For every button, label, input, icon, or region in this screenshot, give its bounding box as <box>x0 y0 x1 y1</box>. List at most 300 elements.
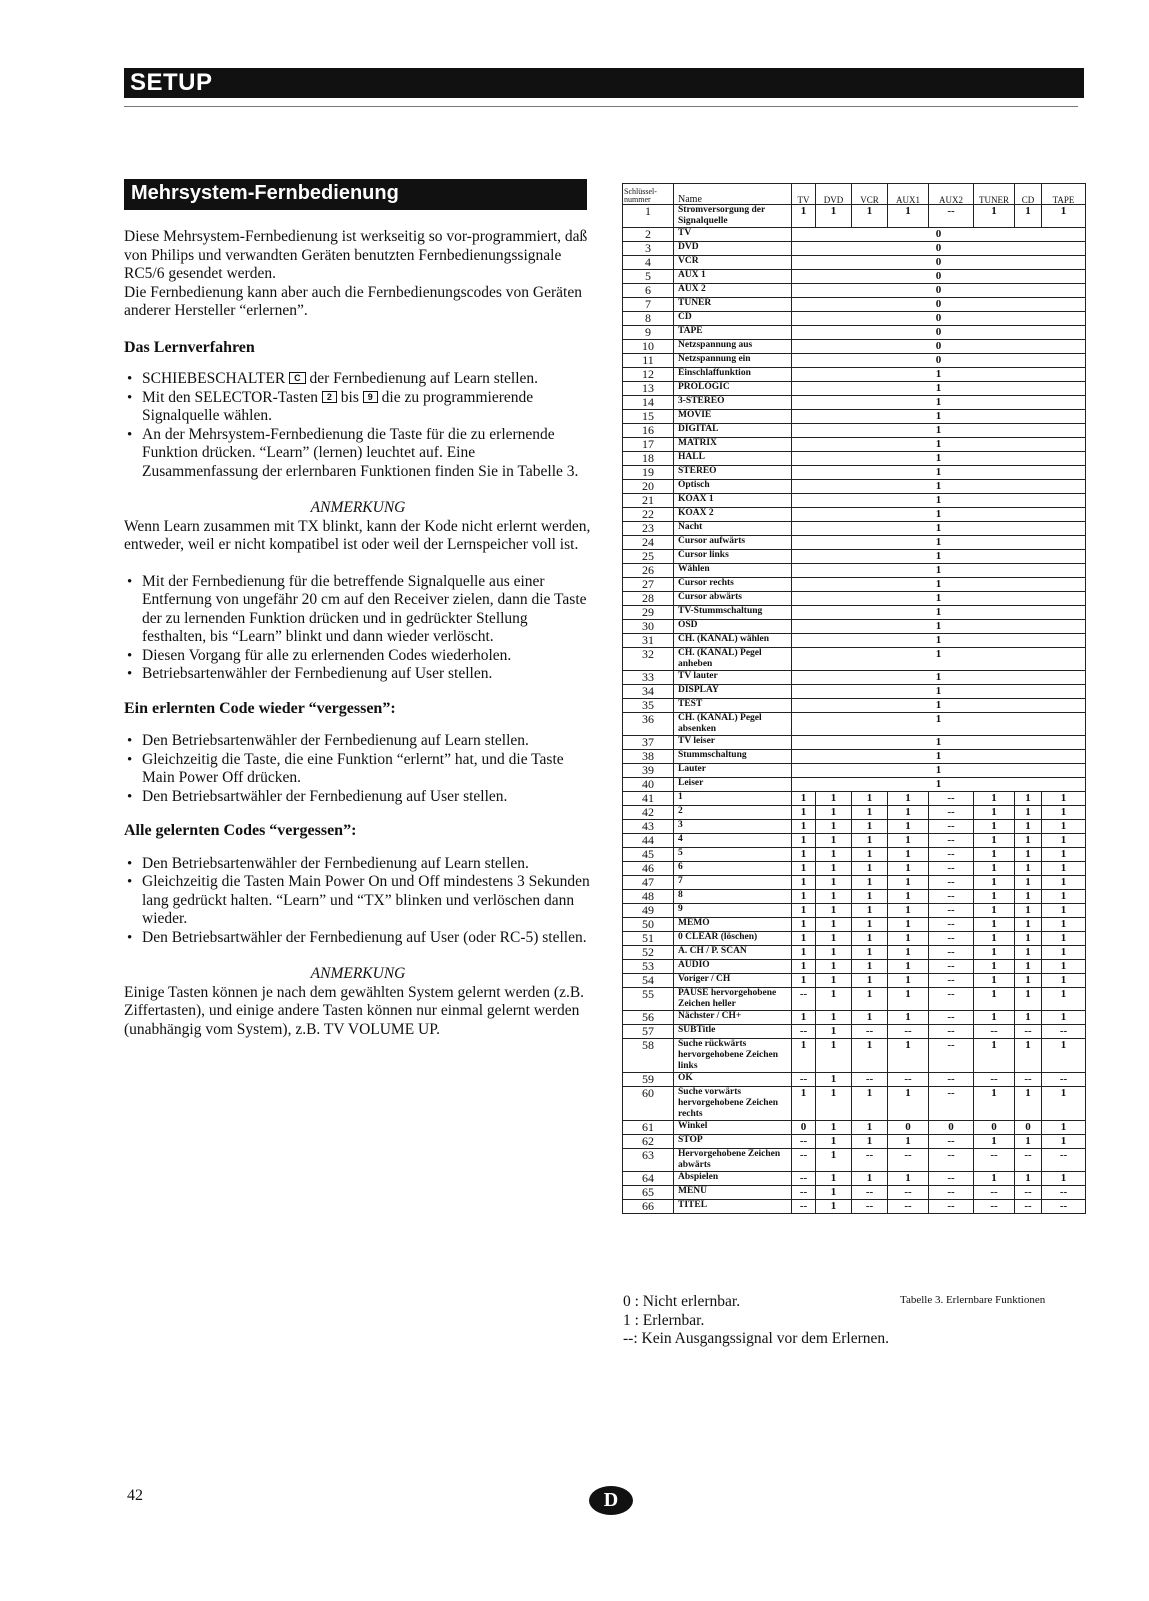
table-row <box>623 205 1086 228</box>
function-name-cell: MOVIE <box>674 410 792 424</box>
source-value-cell: -- <box>888 1025 929 1039</box>
all-sources-value-cell: 1 <box>792 466 1086 480</box>
source-value-cell: 1 <box>974 890 1015 904</box>
table-row <box>623 480 1086 494</box>
list-item: • Den Betriebsartwähler der Fernbedienung auf User stellen. <box>124 788 592 807</box>
function-name-cell: Cursor abwärts <box>674 592 792 606</box>
function-name-cell: STEREO <box>674 466 792 480</box>
source-value-cell: 1 <box>852 1087 888 1121</box>
all-sources-value-cell: 0 <box>792 312 1086 326</box>
source-value-cell: 1 <box>816 848 852 862</box>
all-sources-value-cell: 1 <box>792 699 1086 713</box>
source-value-cell: -- <box>974 1025 1015 1039</box>
legend-item: 1 : Erlernbar. <box>623 1311 705 1329</box>
source-value-cell: 1 <box>852 1011 888 1025</box>
function-name-cell: KOAX 1 <box>674 494 792 508</box>
source-value-cell: 1 <box>1042 792 1086 806</box>
function-name-cell: 1 <box>674 792 792 806</box>
table-header-cell: TV <box>792 184 816 205</box>
source-value-cell: -- <box>792 1135 816 1149</box>
key-number-cell: 48 <box>623 890 674 904</box>
function-name-cell: A. CH / P. SCAN <box>674 946 792 960</box>
key-number-cell: 33 <box>623 671 674 685</box>
list-item-text: SCHIEBESCHALTER <box>142 370 290 387</box>
source-value-cell: 1 <box>816 1172 852 1186</box>
table-row <box>623 606 1086 620</box>
table-header-cell: DVD <box>816 184 852 205</box>
all-sources-value-cell: 1 <box>792 671 1086 685</box>
table-row <box>623 862 1086 876</box>
source-value-cell: 1 <box>888 848 929 862</box>
source-value-cell: -- <box>929 1149 974 1172</box>
all-sources-value-cell: 0 <box>792 284 1086 298</box>
table-header-cell: Name <box>674 184 792 205</box>
source-value-cell: -- <box>929 862 974 876</box>
function-name-cell: Hervorgehobene Zeichen abwärts <box>674 1149 792 1172</box>
table-row <box>623 1087 1086 1121</box>
key-number-cell: 30 <box>623 620 674 634</box>
all-sources-value-cell: 1 <box>792 550 1086 564</box>
key-number-cell: 8 <box>623 312 674 326</box>
source-value-cell: -- <box>929 960 974 974</box>
source-value-cell: 1 <box>852 1121 888 1135</box>
source-value-cell: 1 <box>1015 792 1042 806</box>
source-value-cell: 1 <box>852 1039 888 1073</box>
table-row <box>623 550 1086 564</box>
function-name-cell: TV lauter <box>674 671 792 685</box>
source-value-cell: 1 <box>1042 988 1086 1011</box>
source-value-cell: 1 <box>816 806 852 820</box>
source-value-cell: 1 <box>792 932 816 946</box>
function-name-cell: Voriger / CH <box>674 974 792 988</box>
source-value-cell: 1 <box>974 806 1015 820</box>
source-value-cell: 1 <box>852 932 888 946</box>
source-value-cell: 1 <box>852 960 888 974</box>
table-row <box>623 536 1086 550</box>
source-value-cell: 1 <box>816 1025 852 1039</box>
all-sources-value-cell: 1 <box>792 494 1086 508</box>
source-value-cell: 1 <box>816 1039 852 1073</box>
source-value-cell: 1 <box>852 876 888 890</box>
table-row <box>623 1073 1086 1087</box>
function-name-cell: KOAX 2 <box>674 508 792 522</box>
source-value-cell: 1 <box>974 1172 1015 1186</box>
all-sources-value-cell: 1 <box>792 778 1086 792</box>
source-value-cell: -- <box>974 1186 1015 1200</box>
list-item: • Betriebsartenwähler der Fernbedienung auf User stellen. <box>124 665 592 684</box>
source-value-cell: -- <box>929 876 974 890</box>
source-value-cell: 1 <box>888 834 929 848</box>
table-row <box>623 685 1086 699</box>
source-value-cell: 0 <box>929 1121 974 1135</box>
source-value-cell: 1 <box>1042 904 1086 918</box>
source-value-cell: 1 <box>1042 862 1086 876</box>
source-value-cell: -- <box>888 1186 929 1200</box>
intro-paragraph-2: Die Fernbedienung kann aber auch die Fernbedienungscodes von Geräten anderer Hersteller “erlernen”. <box>124 283 582 319</box>
key-number-cell: 56 <box>623 1011 674 1025</box>
note-text: Einige Tasten können je nach dem gewählten System gelernt werden (z.B. Ziffertasten), und einige andere Tasten können nur einmal gelernt werden (unabhängig vom System), z.B. TV VOLUME UP. <box>124 983 585 1038</box>
function-name-cell: CH. (KANAL) wählen <box>674 634 792 648</box>
table-row <box>623 620 1086 634</box>
table-row <box>623 256 1086 270</box>
function-name-cell: Leiser <box>674 778 792 792</box>
table-row <box>623 1186 1086 1200</box>
source-value-cell: 1 <box>974 960 1015 974</box>
source-value-cell: 1 <box>792 1039 816 1073</box>
source-value-cell: -- <box>1015 1073 1042 1087</box>
key-number-cell: 53 <box>623 960 674 974</box>
source-value-cell: 1 <box>816 918 852 932</box>
source-value-cell: 1 <box>816 1149 852 1172</box>
source-value-cell: 1 <box>1015 834 1042 848</box>
all-sources-value-cell: 1 <box>792 606 1086 620</box>
table-row <box>623 508 1086 522</box>
table-row <box>623 1121 1086 1135</box>
function-name-cell: 3-STEREO <box>674 396 792 410</box>
all-sources-value-cell: 0 <box>792 354 1086 368</box>
key-number-cell: 28 <box>623 592 674 606</box>
source-value-cell: 1 <box>852 834 888 848</box>
key-number-cell: 6 <box>623 284 674 298</box>
key-number-cell: 9 <box>623 326 674 340</box>
source-value-cell: 1 <box>816 1073 852 1087</box>
key-number-cell: 57 <box>623 1025 674 1039</box>
source-value-cell: -- <box>792 1149 816 1172</box>
function-name-cell: 0 CLEAR (löschen) <box>674 932 792 946</box>
source-value-cell: 1 <box>1015 820 1042 834</box>
function-name-cell: 9 <box>674 904 792 918</box>
source-value-cell: 1 <box>1015 848 1042 862</box>
header-divider <box>124 106 1078 107</box>
source-value-cell: 1 <box>816 1135 852 1149</box>
source-value-cell: 1 <box>974 988 1015 1011</box>
list-item: • Den Betriebsartwähler der Fernbedienung auf User (oder RC-5) stellen. <box>124 929 592 948</box>
source-value-cell: 1 <box>1015 932 1042 946</box>
source-value-cell: 1 <box>1015 1135 1042 1149</box>
source-value-cell: 1 <box>816 862 852 876</box>
selector-2-key-icon: 2 <box>322 391 337 403</box>
table-row <box>623 932 1086 946</box>
key-number-cell: 43 <box>623 820 674 834</box>
list-item: • Den Betriebsartenwähler der Fernbedienung auf Learn stellen. <box>124 855 592 874</box>
forget-one-steps <box>124 732 592 806</box>
source-value-cell: 1 <box>888 876 929 890</box>
function-name-cell: TAPE <box>674 326 792 340</box>
source-value-cell: -- <box>929 890 974 904</box>
function-name-cell: 5 <box>674 848 792 862</box>
table-row <box>623 820 1086 834</box>
section-title: Mehrsystem-Fernbedienung <box>131 182 399 204</box>
table-row <box>623 382 1086 396</box>
all-sources-value-cell: 1 <box>792 368 1086 382</box>
source-value-cell: -- <box>852 1025 888 1039</box>
key-number-cell: 14 <box>623 396 674 410</box>
source-value-cell: -- <box>929 834 974 848</box>
table-row <box>623 750 1086 764</box>
source-value-cell: -- <box>974 1149 1015 1172</box>
list-item: • Diesen Vorgang für alle zu erlernenden Codes wiederholen. <box>124 647 592 666</box>
function-name-cell: MEMO <box>674 918 792 932</box>
source-value-cell: 1 <box>852 862 888 876</box>
source-value-cell: 1 <box>852 792 888 806</box>
list-item: • An der Mehrsystem-Fernbedienung die Taste für die zu erlernende Funktion drücken. “Learn” (lernen) leuchtet auf. Eine Zusammenfassung der erlernbaren Funktionen finden Sie in Tabelle 3. <box>124 426 592 482</box>
source-value-cell: 1 <box>888 820 929 834</box>
source-value-cell: -- <box>929 1200 974 1214</box>
source-value-cell: 1 <box>888 1039 929 1073</box>
source-value-cell: 1 <box>1015 1087 1042 1121</box>
source-value-cell: 1 <box>974 876 1015 890</box>
function-name-cell: TV leiser <box>674 736 792 750</box>
key-number-cell: 18 <box>623 452 674 466</box>
source-value-cell: 1 <box>974 1039 1015 1073</box>
all-sources-value-cell: 1 <box>792 522 1086 536</box>
key-number-cell: 41 <box>623 792 674 806</box>
source-value-cell: -- <box>1015 1149 1042 1172</box>
key-number-cell: 35 <box>623 699 674 713</box>
source-value-cell: 1 <box>792 862 816 876</box>
key-number-cell: 38 <box>623 750 674 764</box>
source-value-cell: 1 <box>792 946 816 960</box>
source-value-cell: 1 <box>1042 1011 1086 1025</box>
source-value-cell: 1 <box>1042 932 1086 946</box>
table-row <box>623 340 1086 354</box>
key-number-cell: 52 <box>623 946 674 960</box>
source-value-cell: -- <box>929 1073 974 1087</box>
source-value-cell: 1 <box>888 1135 929 1149</box>
source-value-cell: -- <box>792 1186 816 1200</box>
source-value-cell: 1 <box>816 1200 852 1214</box>
key-number-cell: 21 <box>623 494 674 508</box>
source-value-cell: 1 <box>792 918 816 932</box>
source-value-cell: 1 <box>792 1011 816 1025</box>
key-number-cell: 3 <box>623 242 674 256</box>
key-number-cell: 63 <box>623 1149 674 1172</box>
table-header-cell: Schlüssel-nummer <box>623 184 674 205</box>
key-number-cell: 16 <box>623 424 674 438</box>
source-value-cell: 1 <box>852 904 888 918</box>
key-number-cell: 36 <box>623 713 674 736</box>
list-item: • Gleichzeitig die Taste, die eine Funktion “erlernt” hat, und die Taste Main Power Off drücken. <box>124 751 592 788</box>
source-value-cell: -- <box>1042 1025 1086 1039</box>
table-row <box>623 326 1086 340</box>
note-title: ANMERKUNG <box>310 499 406 516</box>
function-name-cell: Cursor rechts <box>674 578 792 592</box>
source-value-cell: 1 <box>888 904 929 918</box>
source-value-cell: 1 <box>1042 1039 1086 1073</box>
key-number-cell: 49 <box>623 904 674 918</box>
source-value-cell: 1 <box>792 848 816 862</box>
source-value-cell: 1 <box>1015 1172 1042 1186</box>
source-value-cell: 1 <box>792 806 816 820</box>
source-value-cell: -- <box>929 904 974 918</box>
source-value-cell: 1 <box>1042 890 1086 904</box>
key-number-cell: 65 <box>623 1186 674 1200</box>
table-row <box>623 946 1086 960</box>
source-value-cell: -- <box>888 1073 929 1087</box>
source-value-cell: -- <box>974 1200 1015 1214</box>
source-value-cell: 1 <box>852 806 888 820</box>
source-value-cell: -- <box>929 1135 974 1149</box>
key-number-cell: 26 <box>623 564 674 578</box>
function-name-cell: DIGITAL <box>674 424 792 438</box>
function-name-cell: DISPLAY <box>674 685 792 699</box>
table-body <box>623 205 1086 1214</box>
all-sources-value-cell: 0 <box>792 228 1086 242</box>
function-name-cell: PROLOGIC <box>674 382 792 396</box>
key-number-cell: 58 <box>623 1039 674 1073</box>
function-name-cell: Cursor aufwärts <box>674 536 792 550</box>
source-value-cell: 1 <box>888 918 929 932</box>
function-name-cell: AUDIO <box>674 960 792 974</box>
all-sources-value-cell: 0 <box>792 242 1086 256</box>
legend-item: 0 : Nicht erlernbar. <box>623 1293 741 1310</box>
table-row <box>623 634 1086 648</box>
key-number-cell: 5 <box>623 270 674 284</box>
source-value-cell: 1 <box>792 904 816 918</box>
source-value-cell: 1 <box>974 848 1015 862</box>
table-row <box>623 228 1086 242</box>
source-value-cell: 0 <box>1015 1121 1042 1135</box>
key-number-cell: 34 <box>623 685 674 699</box>
learn-steps <box>124 370 592 481</box>
key-number-cell: 29 <box>623 606 674 620</box>
source-value-cell: -- <box>974 1073 1015 1087</box>
source-value-cell: 1 <box>1042 946 1086 960</box>
source-value-cell: 1 <box>974 834 1015 848</box>
all-sources-value-cell: 1 <box>792 620 1086 634</box>
table-row <box>623 1025 1086 1039</box>
function-name-cell: CD <box>674 312 792 326</box>
key-number-cell: 13 <box>623 382 674 396</box>
source-value-cell: 1 <box>816 820 852 834</box>
source-value-cell: 1 <box>852 820 888 834</box>
source-value-cell: 1 <box>1015 205 1042 228</box>
list-item-text: der Fernbedienung auf Learn stellen. <box>305 370 539 387</box>
source-value-cell: 1 <box>888 946 929 960</box>
source-value-cell: -- <box>929 918 974 932</box>
source-value-cell: -- <box>852 1186 888 1200</box>
all-sources-value-cell: 1 <box>792 578 1086 592</box>
intro-paragraph-1: Diese Mehrsystem-Fernbedienung ist werkseitig so vor-programmiert, daß von Philips und verwandten Geräten benutzten Fernbedienungssignale RC5/6 gesendet werden. <box>124 228 588 282</box>
source-value-cell: -- <box>929 820 974 834</box>
source-value-cell: 1 <box>816 904 852 918</box>
table-row <box>623 974 1086 988</box>
function-name-cell: Wählen <box>674 564 792 578</box>
language-badge: D <box>589 1486 633 1515</box>
table-row <box>623 764 1086 778</box>
key-number-cell: 39 <box>623 764 674 778</box>
source-value-cell: -- <box>929 932 974 946</box>
key-number-cell: 44 <box>623 834 674 848</box>
table-row <box>623 834 1086 848</box>
source-value-cell: -- <box>1042 1073 1086 1087</box>
source-value-cell: 1 <box>974 974 1015 988</box>
function-name-cell: CH. (KANAL) Pegel absenken <box>674 713 792 736</box>
all-sources-value-cell: 1 <box>792 410 1086 424</box>
function-name-cell: Einschlaffunktion <box>674 368 792 382</box>
table-row <box>623 368 1086 382</box>
table-row <box>623 876 1086 890</box>
source-value-cell: 1 <box>852 1135 888 1149</box>
source-value-cell: -- <box>1042 1149 1086 1172</box>
function-name-cell: TV <box>674 228 792 242</box>
source-value-cell: -- <box>929 792 974 806</box>
all-sources-value-cell: 0 <box>792 256 1086 270</box>
table-row <box>623 522 1086 536</box>
source-value-cell: -- <box>929 946 974 960</box>
learnable-functions-table <box>622 183 1086 1214</box>
source-value-cell: 1 <box>852 988 888 1011</box>
source-value-cell: 1 <box>816 792 852 806</box>
function-name-cell: Cursor links <box>674 550 792 564</box>
table-row <box>623 904 1086 918</box>
function-name-cell: OSD <box>674 620 792 634</box>
list-item: • Den Betriebsartenwähler der Fernbedienung auf Learn stellen. <box>124 732 592 751</box>
learn-procedure <box>124 573 592 684</box>
source-value-cell: 1 <box>888 205 929 228</box>
key-number-cell: 4 <box>623 256 674 270</box>
source-value-cell: 1 <box>816 1186 852 1200</box>
table-row <box>623 1135 1086 1149</box>
function-name-cell: AUX 1 <box>674 270 792 284</box>
all-sources-value-cell: 0 <box>792 326 1086 340</box>
source-value-cell: -- <box>792 1073 816 1087</box>
function-name-cell: VCR <box>674 256 792 270</box>
list-item: • Mit der Fernbedienung für die betreffende Signalquelle aus einer Entfernung von ungefähr 20 cm auf den Receiver zielen, dann die Taste der zu lernenden Funktion drücken und in gedrückter Stellung festhalten, bis “Learn” blinkt und dann wieder verlöscht. <box>124 573 592 647</box>
source-value-cell: -- <box>929 1172 974 1186</box>
key-number-cell: 24 <box>623 536 674 550</box>
source-value-cell: -- <box>792 988 816 1011</box>
selector-9-key-icon: 9 <box>363 391 378 403</box>
list-item-text: die zu programmierende Signalquelle wählen. <box>142 388 534 424</box>
source-value-cell: 1 <box>852 1172 888 1186</box>
key-number-cell: 20 <box>623 480 674 494</box>
source-value-cell: 1 <box>816 932 852 946</box>
all-sources-value-cell: 1 <box>792 648 1086 671</box>
source-value-cell: 1 <box>888 974 929 988</box>
function-name-cell: HALL <box>674 452 792 466</box>
function-name-cell: Lauter <box>674 764 792 778</box>
key-number-cell: 2 <box>623 228 674 242</box>
source-value-cell: 1 <box>792 960 816 974</box>
key-number-cell: 10 <box>623 340 674 354</box>
table-row <box>623 1011 1086 1025</box>
source-value-cell: -- <box>1015 1025 1042 1039</box>
source-value-cell: 1 <box>1042 848 1086 862</box>
all-sources-value-cell: 1 <box>792 564 1086 578</box>
table-row <box>623 494 1086 508</box>
table-header-cell: TAPE <box>1042 184 1086 205</box>
source-value-cell: 1 <box>974 1011 1015 1025</box>
source-value-cell: 1 <box>1015 960 1042 974</box>
source-value-cell: 1 <box>888 890 929 904</box>
source-value-cell: 1 <box>816 1121 852 1135</box>
key-number-cell: 27 <box>623 578 674 592</box>
all-sources-value-cell: 1 <box>792 382 1086 396</box>
source-value-cell: 1 <box>888 988 929 1011</box>
source-value-cell: 1 <box>792 205 816 228</box>
source-value-cell: 1 <box>1042 1135 1086 1149</box>
source-value-cell: 1 <box>888 1087 929 1121</box>
table-row <box>623 890 1086 904</box>
function-name-cell: Netzspannung aus <box>674 340 792 354</box>
table-row <box>623 778 1086 792</box>
table-row <box>623 564 1086 578</box>
table-row <box>623 806 1086 820</box>
source-value-cell: 1 <box>816 1087 852 1121</box>
all-sources-value-cell: 1 <box>792 634 1086 648</box>
source-value-cell: 1 <box>888 806 929 820</box>
